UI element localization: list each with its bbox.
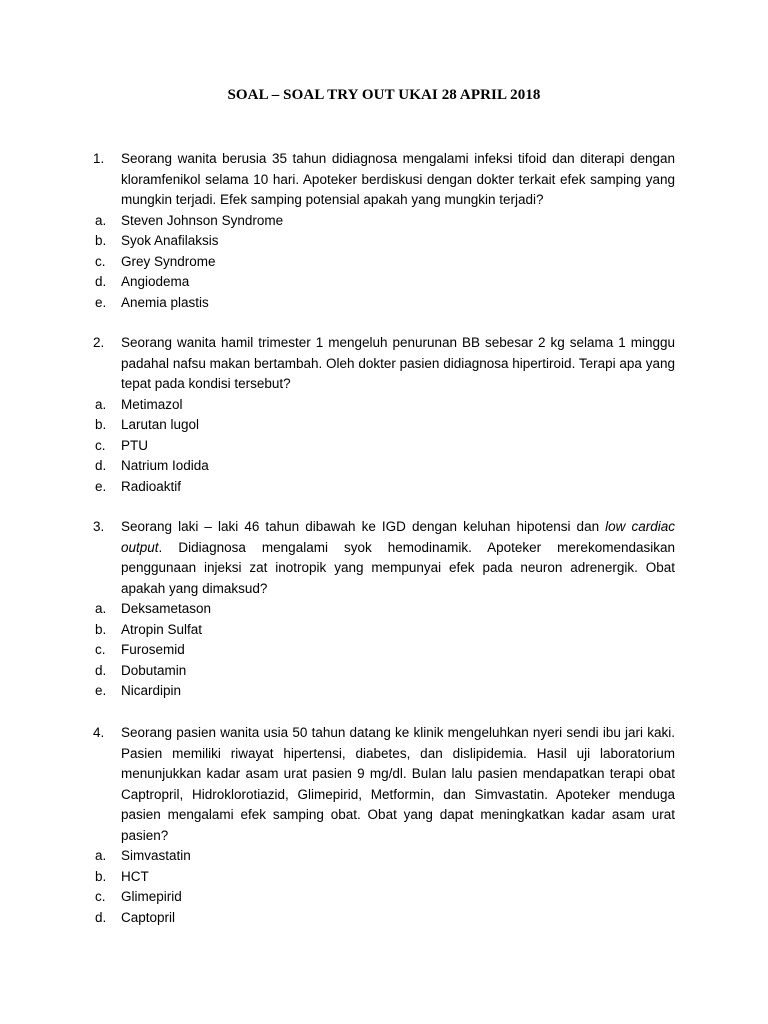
- option-letter: e.: [95, 294, 107, 310]
- option-item: [95, 908, 675, 929]
- option-text: Atropin Sulfat: [121, 621, 203, 637]
- option-text: PTU: [121, 437, 148, 453]
- option-letter: a.: [95, 848, 107, 863]
- option-letter: b.: [95, 868, 107, 884]
- option-item: [95, 846, 675, 867]
- question-number: 4.: [93, 725, 105, 740]
- option-item: [95, 681, 675, 702]
- option-text: Grey Syndrome: [121, 253, 216, 269]
- option-text: Captopril: [121, 909, 176, 925]
- option-text: Glimepirid: [121, 889, 182, 904]
- option-letter: c.: [95, 437, 106, 453]
- option-item: [95, 252, 675, 273]
- question-number: 2.: [93, 335, 105, 350]
- option-letter: c.: [95, 889, 106, 904]
- option-letter: e.: [95, 478, 107, 494]
- question-4: [93, 723, 675, 928]
- option-text: Anemia plastis: [121, 294, 209, 310]
- option-letter: d.: [95, 909, 107, 925]
- option-text: HCT: [121, 868, 149, 884]
- option-list: [95, 846, 675, 928]
- option-letter: b.: [95, 621, 107, 637]
- option-text: Steven Johnson Syndrome: [121, 212, 284, 228]
- option-text: Radioaktif: [121, 478, 182, 494]
- option-text: Simvastatin: [121, 848, 191, 863]
- option-letter: d.: [95, 274, 107, 289]
- option-text: Angiodema: [121, 274, 190, 289]
- option-item: [95, 456, 675, 477]
- option-letter: a.: [95, 396, 107, 412]
- option-letter: c.: [95, 253, 106, 269]
- question-text: [121, 517, 675, 599]
- option-item: [95, 415, 675, 436]
- question-text: Seorang wanita hamil trimester 1 mengeluh penurunan BB sebesar 2 kg selama 1 minggu padahal nafsu makan bertambah. Oleh dokter pasien didiagnosa hipertiroid. Terapi apa yang tepat pada kondisi tersebut?: [121, 335, 675, 391]
- question-text: Seorang pasien wanita usia 50 tahun datang ke klinik mengeluhkan nyeri sendi ibu jari kaki. Pasien memiliki riwayat hipertensi, diabetes, dan dislipidemia. Hasil uji laboratorium menunjukkan kadar asam urat pasien 9 mg/dl. Bulan lalu pasien mendapatkan terapi obat Captropril, Hidroklorotiazid, Glimepirid, Metformin, dan Simvastatin. Apoteker menduga pasien mengalami efek samping obat. Obat yang dapat meningkatkan kadar asam urat pasien?: [121, 725, 675, 843]
- option-list: [95, 599, 675, 702]
- question-1: [93, 149, 675, 313]
- question-text-italic: low cardiac output: [121, 519, 675, 555]
- option-text: Natrium Iodida: [121, 458, 209, 473]
- question-3: [93, 517, 675, 702]
- option-list: [95, 211, 675, 314]
- option-item: [95, 395, 675, 416]
- option-item: [95, 887, 675, 908]
- option-text: Larutan lugol: [121, 417, 200, 432]
- option-item: [95, 211, 675, 232]
- question-text: Seorang wanita berusia 35 tahun didiagnosa mengalami infeksi tifoid dan diterapi dengan kloramfenikol selama 10 hari. Apoteker berdiskusi dengan dokter terkait efek samping yang mungkin terjadi. Efek samping potensial apakah yang mungkin terjadi?: [121, 151, 675, 207]
- question-2: [93, 333, 675, 497]
- option-text: Nicardipin: [121, 683, 182, 698]
- question-text-part: . Didiagnosa mengalami syok hemodinamik. Apoteker merekomendasikan penggunaan injeksi zat inotropik yang mempunyai efek pada neuron adrenergik. Obat apakah yang dimaksud?: [121, 539, 675, 596]
- option-text: Deksametason: [121, 601, 212, 616]
- option-text: Dobutamin: [121, 662, 187, 678]
- option-text: Furosemid: [121, 642, 185, 657]
- option-item: [95, 477, 675, 498]
- option-item: [95, 272, 675, 293]
- option-list: [95, 395, 675, 498]
- option-text: Metimazol: [121, 396, 183, 412]
- option-item: [95, 293, 675, 314]
- option-letter: d.: [95, 458, 107, 473]
- option-letter: a.: [95, 601, 107, 616]
- option-item: [95, 231, 675, 252]
- option-item: [95, 640, 675, 661]
- question-text-part: Seorang laki – laki 46 tahun dibawah ke IGD dengan keluhan hipotensi dan: [121, 519, 606, 534]
- option-item: [95, 867, 675, 888]
- option-item: [95, 599, 675, 620]
- option-item: [95, 436, 675, 457]
- option-letter: b.: [95, 233, 107, 248]
- option-text: Syok Anafilaksis: [121, 233, 219, 248]
- option-letter: a.: [95, 212, 107, 228]
- option-item: [95, 620, 675, 641]
- option-item: [95, 661, 675, 682]
- question-number: 1.: [93, 151, 105, 166]
- question-number: 3.: [93, 519, 105, 534]
- document-title: SOAL – SOAL TRY OUT UKAI 28 APRIL 2018: [227, 87, 541, 103]
- option-letter: d.: [95, 662, 107, 678]
- option-letter: e.: [95, 683, 107, 698]
- option-letter: c.: [95, 642, 106, 657]
- option-letter: b.: [95, 417, 107, 432]
